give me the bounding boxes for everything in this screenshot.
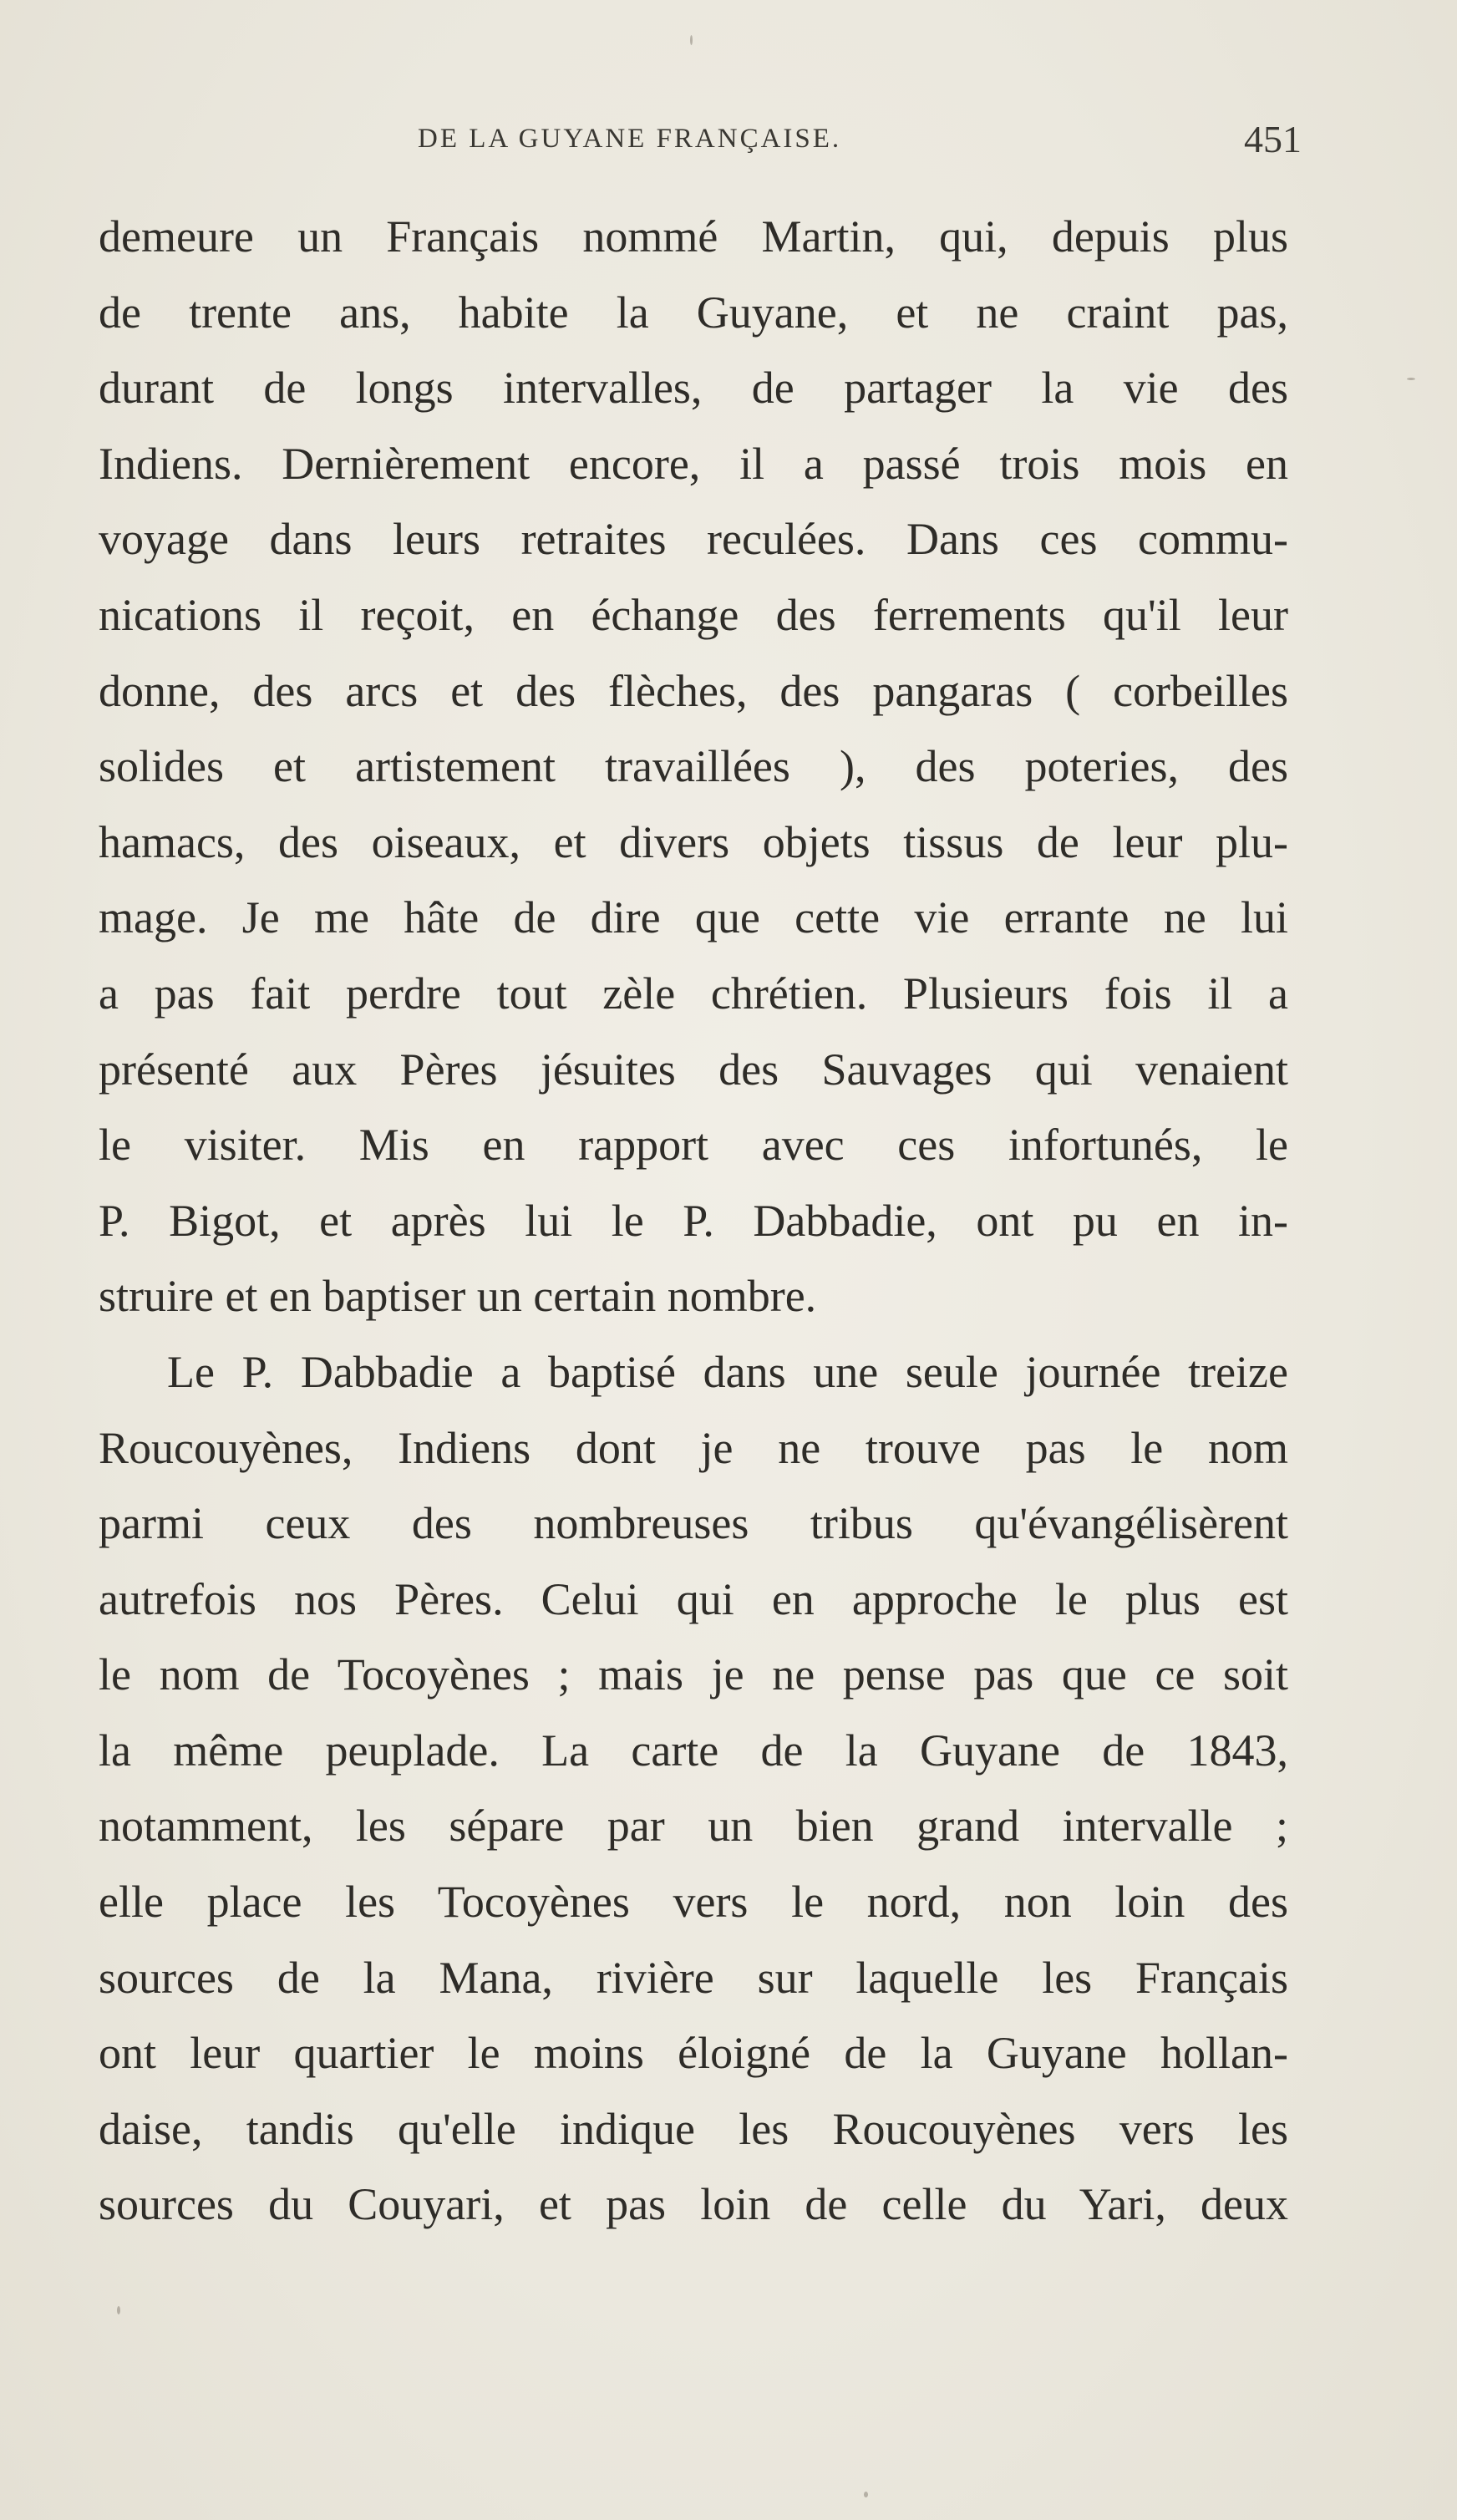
- text-line: demeure un Français nommé Martin, qui, depuis plus: [99, 211, 1288, 262]
- text-line: ont leur quartier le moins éloigné de la Guyane hollan-: [99, 2028, 1288, 2079]
- page-number: 451: [1244, 118, 1302, 160]
- text-line: notamment, les sépare par un bien grand intervalle ;: [99, 1801, 1288, 1852]
- paper-speck: [864, 2492, 868, 2497]
- text-line: de trente ans, habite la Guyane, et ne craint pas,: [99, 287, 1288, 338]
- text-line: sources du Couyari, et pas loin de celle du Yari, deux: [99, 2179, 1288, 2230]
- text-line: donne, des arcs et des flèches, des pangaras ( corbeilles: [99, 665, 1288, 716]
- text-line: sources de la Mana, rivière sur laquelle les Français: [99, 1952, 1288, 2003]
- running-title: DE LA GUYANE FRANÇAISE.: [418, 124, 842, 154]
- text-line: voyage dans leurs retraites reculées. Dans ces commu-: [99, 514, 1288, 565]
- text-line: hamacs, des oiseaux, et divers objets tissus de leur plu-: [99, 816, 1288, 867]
- page-header: [99, 118, 1302, 174]
- text-line: durant de longs intervalles, de partager la vie des: [99, 363, 1288, 414]
- text-line: la même peuplade. La carte de la Guyane de 1843,: [99, 1725, 1288, 1776]
- paper-speck: [1407, 378, 1415, 380]
- text-line: parmi ceux des nombreuses tribus qu'évangélisèrent: [99, 1498, 1288, 1549]
- text-line: solides et artistement travaillées ), des poteries, des: [99, 741, 1288, 792]
- text-line: mage. Je me hâte de dire que cette vie errante ne lui: [99, 892, 1288, 943]
- text-line: Roucouyènes, Indiens dont je ne trouve pas le nom: [99, 1422, 1288, 1473]
- text-line: le nom de Tocoyènes ; mais je ne pense pas que ce soit: [99, 1649, 1288, 1700]
- text-line: elle place les Tocoyènes vers le nord, non loin des: [99, 1877, 1288, 1928]
- paper-speck: [117, 2306, 120, 2314]
- text-line: présenté aux Pères jésuites des Sauvages qui venaient: [99, 1044, 1288, 1095]
- body-text: [99, 199, 1288, 2243]
- text-line: a pas fait perdre tout zèle chrétien. Plusieurs fois il a: [99, 968, 1288, 1019]
- text-line: P. Bigot, et après lui le P. Dabbadie, ont pu en in-: [99, 1195, 1288, 1246]
- text-line: struire et en baptiser un certain nombre.: [99, 1271, 817, 1322]
- text-line: daise, tandis qu'elle indique les Roucouyènes vers les: [99, 2103, 1288, 2154]
- text-line: Indiens. Dernièrement encore, il a passé trois mois en: [99, 438, 1288, 489]
- text-line: le visiter. Mis en rapport avec ces infortunés, le: [99, 1120, 1288, 1171]
- text-line: nications il reçoit, en échange des ferrements qu'il leur: [99, 589, 1288, 640]
- text-line: autrefois nos Pères. Celui qui en approche le plus est: [99, 1573, 1288, 1624]
- paper-speck: [690, 35, 693, 45]
- paragraph-start-line: Le P. Dabbadie a baptisé dans une seule journée treize: [167, 1346, 1288, 1397]
